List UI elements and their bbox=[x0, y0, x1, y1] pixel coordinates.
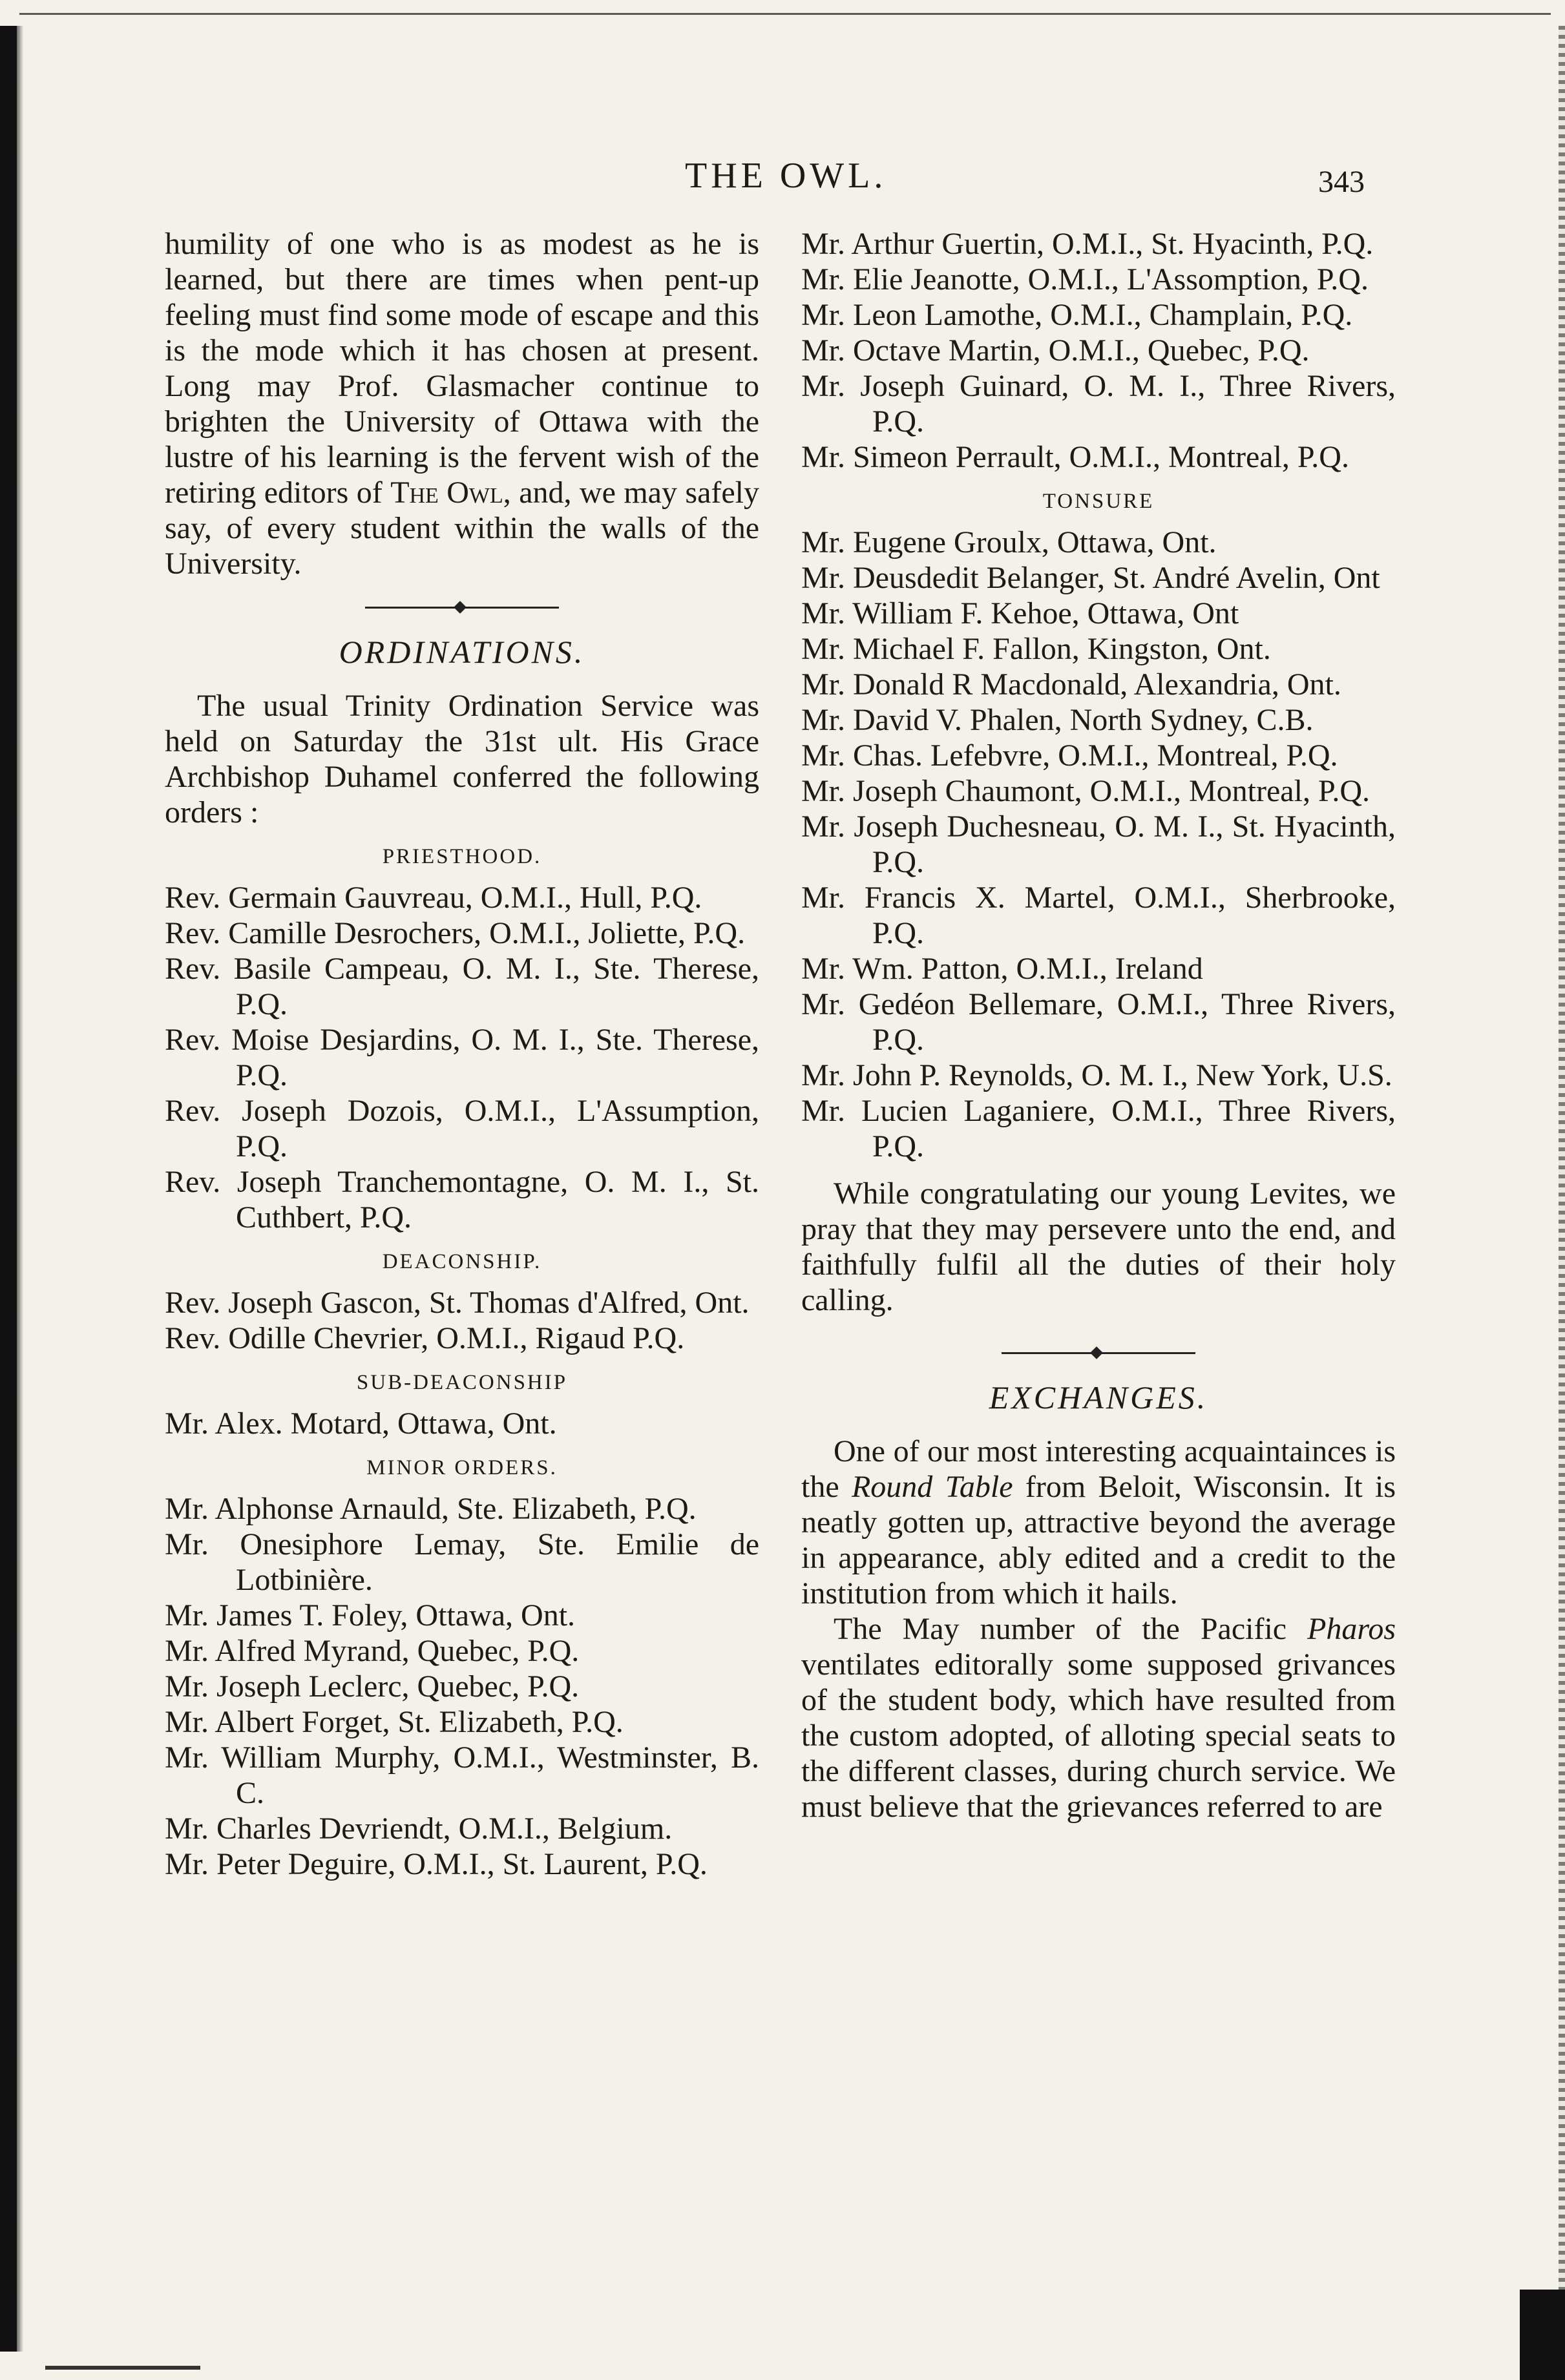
list-item: Mr. Joseph Guinard, O. M. I., Three Rivers, P.Q. bbox=[801, 369, 1396, 439]
section-divider bbox=[365, 601, 559, 614]
page-header bbox=[0, 155, 1565, 207]
page-edge-right bbox=[1559, 26, 1565, 2352]
ordinations-heading: ORDINATIONS. bbox=[339, 634, 585, 670]
list-item: Rev. Odille Chevrier, O.M.I., Rigaud P.Q. bbox=[165, 1321, 685, 1355]
para2-text-after: ventilates editorally some supposed grivances of the student body, which have resulted from the custom adopted, of alloting special seats to the different classes, during church service. We must believe that the grievances referred to are bbox=[801, 1647, 1396, 1824]
list-item: Mr. Alphonse Arnauld, Ste. Elizabeth, P.Q. bbox=[165, 1492, 697, 1526]
left-column bbox=[165, 226, 759, 1882]
list-item: Mr. Simeon Perrault, O.M.I., Montreal, P.Q. bbox=[801, 440, 1349, 474]
bottom-edge-rule bbox=[45, 2366, 200, 2370]
list-item: Mr. Charles Devriendt, O.M.I., Belgium. bbox=[165, 1811, 673, 1846]
list-item: Mr. Octave Martin, O.M.I., Quebec, P.Q. bbox=[801, 333, 1310, 368]
para2-text-before: The May number of the Pacific bbox=[834, 1612, 1308, 1646]
divider-diamond-icon bbox=[454, 601, 467, 614]
list-item: Rev. Moise Desjardins, O. M. I., Ste. Therese, P.Q. bbox=[165, 1023, 759, 1092]
binding-shadow-left bbox=[0, 26, 17, 2352]
list-item: Mr. Arthur Guertin, O.M.I., St. Hyacinth, P.Q. bbox=[801, 227, 1374, 261]
tonsure-label: TONSURE bbox=[1042, 490, 1155, 513]
list-item: Mr. Joseph Chaumont, O.M.I., Montreal, P.Q. bbox=[801, 774, 1370, 808]
intro-paragraph bbox=[165, 226, 759, 581]
list-item: Mr. Peter Deguire, O.M.I., St. Laurent, P.Q. bbox=[165, 1847, 708, 1881]
para1-text-before: One of our most interesting acquaintainces is the bbox=[801, 1434, 1396, 1504]
list-item: Mr. William F. Kehoe, Ottawa, Ont bbox=[801, 596, 1239, 631]
list-item: Rev. Camille Desrochers, O.M.I., Joliette, P.Q. bbox=[165, 916, 746, 950]
running-title: THE OWL. bbox=[685, 156, 887, 196]
list-item: Mr. James T. Foley, Ottawa, Ont. bbox=[165, 1598, 576, 1633]
list-item: Rev. Joseph Gascon, St. Thomas d'Alfred, Ont. bbox=[165, 1286, 750, 1320]
owl-name: The Owl bbox=[390, 475, 503, 510]
closing-paragraph: While congratulating our young Levites, we pray that they may persevere unto the end, and faithfully fulfil all the duties of their holy calling. bbox=[801, 1176, 1396, 1317]
list-item: Mr. Elie Jeanotte, O.M.I., L'Assomption, P.Q. bbox=[801, 262, 1369, 297]
list-item: Rev. Joseph Tranchemontagne, O. M. I., St. Cuthbert, P.Q. bbox=[165, 1165, 759, 1235]
deaconship-label: DEACONSHIP. bbox=[382, 1250, 542, 1273]
list-item: Rev. Germain Gauvreau, O.M.I., Hull, P.Q. bbox=[165, 881, 702, 915]
publication-title: Round Table bbox=[851, 1470, 1013, 1504]
list-item: Mr. Joseph Leclerc, Quebec, P.Q. bbox=[165, 1669, 580, 1704]
page-number: 343 bbox=[1318, 165, 1365, 199]
list-item: Mr. Donald R Macdonald, Alexandria, Ont. bbox=[801, 667, 1341, 702]
list-item: Mr. Wm. Patton, O.M.I., Ireland bbox=[801, 952, 1203, 986]
section-divider bbox=[1002, 1346, 1195, 1359]
page-edge-rule bbox=[19, 13, 1551, 15]
list-item: Mr. Lucien Laganiere, O.M.I., Three Rivers, P.Q. bbox=[801, 1094, 1396, 1164]
scan-corner-block bbox=[1520, 2290, 1565, 2380]
binding-gradient-left bbox=[17, 26, 23, 2352]
list-item: Mr. Gedéon Bellemare, O.M.I., Three Rivers, P.Q. bbox=[801, 987, 1396, 1057]
list-item: Mr. Deusdedit Belanger, St. André Avelin, Ont bbox=[801, 561, 1380, 595]
list-item: Rev. Joseph Dozois, O.M.I., L'Assumption, P.Q. bbox=[165, 1094, 759, 1164]
list-item: Mr. Albert Forget, St. Elizabeth, P.Q. bbox=[165, 1705, 624, 1739]
exchanges-paragraph-1 bbox=[801, 1434, 1396, 1611]
publication-title: Pharos bbox=[1307, 1612, 1396, 1646]
ordinations-intro: The usual Trinity Ordination Service was held on Saturday the 31st ult. His Grace Archbishop Duhamel conferred the following orders : bbox=[165, 689, 759, 830]
list-item: Rev. Basile Campeau, O. M. I., Ste. Therese, P.Q. bbox=[165, 952, 759, 1021]
priesthood-label: PRIESTHOOD. bbox=[382, 845, 542, 868]
intro-text-before: humility of one who is as modest as he is learned, but there are times when pent-up feeling must find some mode of escape and this is the mode which it has chosen at present. Long may Prof. Glasmacher continue to brighten the University of Ottawa with the lustre of his learning is the fervent wish of the retiring editors of bbox=[165, 227, 759, 510]
list-item: Mr. David V. Phalen, North Sydney, C.B. bbox=[801, 703, 1314, 737]
divider-diamond-icon bbox=[1090, 1346, 1103, 1359]
list-item: Mr. Francis X. Martel, O.M.I., Sherbrooke, P.Q. bbox=[801, 881, 1396, 950]
subdeaconship-label: SUB-DEACONSHIP bbox=[356, 1371, 568, 1394]
list-item: Mr. Onesiphore Lemay, Ste. Emilie de Lotbinière. bbox=[165, 1527, 759, 1597]
list-item: Mr. Joseph Duchesneau, O. M. I., St. Hyacinth, P.Q. bbox=[801, 809, 1396, 879]
right-column bbox=[801, 226, 1396, 1824]
list-item: Mr. Chas. Lefebvre, O.M.I., Montreal, P.Q. bbox=[801, 738, 1338, 773]
para1-text-after: from Beloit, Wisconsin. It is neatly gotten up, attractive beyond the average in appearance, ably edited and a credit to the institution from which it hails. bbox=[801, 1470, 1396, 1611]
list-item: Mr. Leon Lamothe, O.M.I., Champlain, P.Q. bbox=[801, 298, 1353, 332]
list-item: Mr. William Murphy, O.M.I., Westminster, B. C. bbox=[165, 1740, 759, 1810]
exchanges-heading: EXCHANGES. bbox=[989, 1379, 1208, 1415]
minor-orders-label: MINOR ORDERS. bbox=[366, 1456, 558, 1479]
exchanges-paragraph-2 bbox=[801, 1611, 1396, 1824]
list-item: Mr. Michael F. Fallon, Kingston, Ont. bbox=[801, 632, 1271, 666]
list-item: Mr. John P. Reynolds, O. M. I., New York, U.S. bbox=[801, 1058, 1392, 1092]
list-item: Mr. Alfred Myrand, Quebec, P.Q. bbox=[165, 1634, 580, 1668]
list-item: Mr. Eugene Groulx, Ottawa, Ont. bbox=[801, 525, 1217, 559]
list-item: Mr. Alex. Motard, Ottawa, Ont. bbox=[165, 1406, 557, 1441]
intro-text-after: , and, we may safely say, of every student within the walls of the University. bbox=[165, 475, 759, 581]
